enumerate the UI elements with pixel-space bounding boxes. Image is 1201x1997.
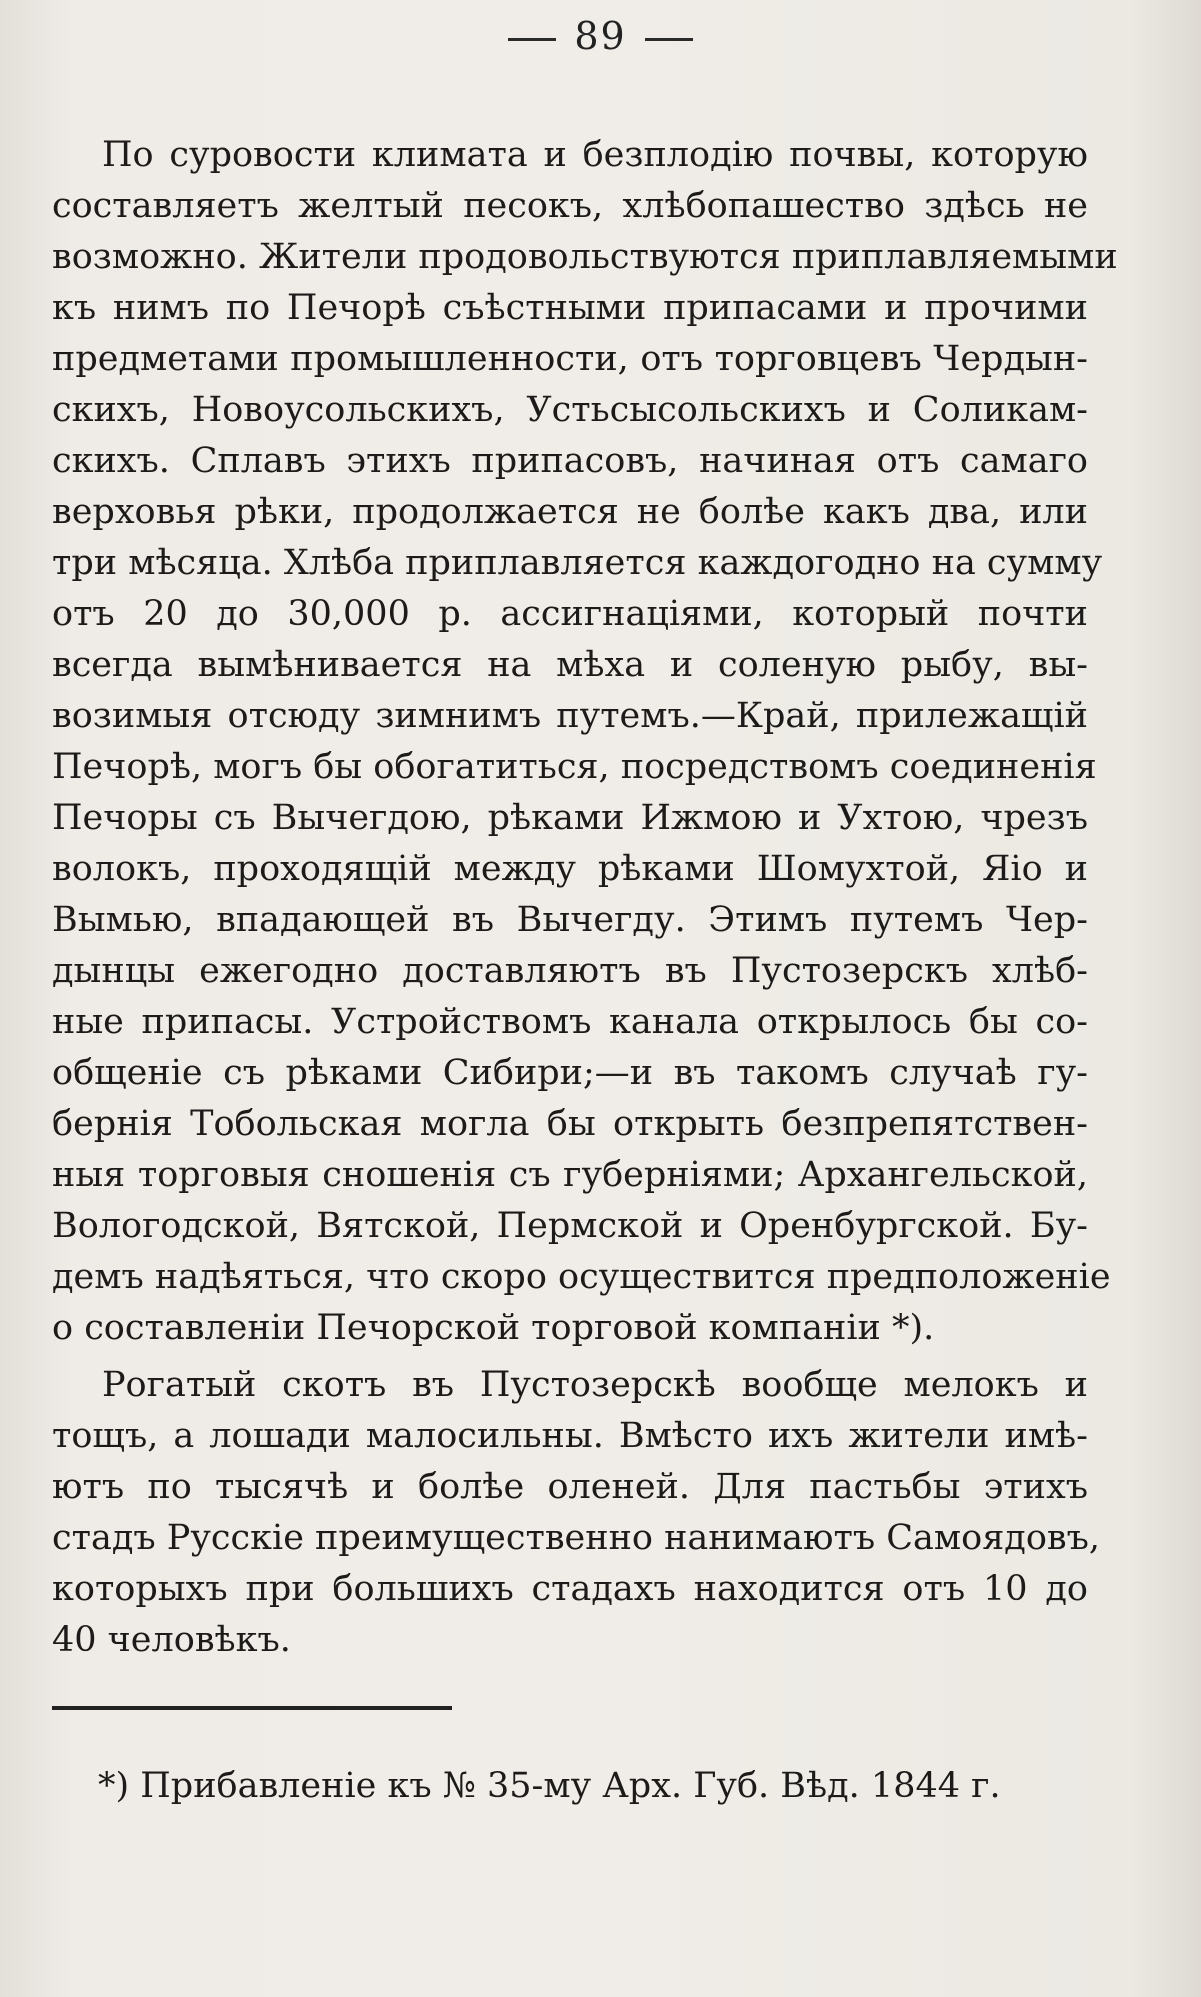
page-number-header [0,14,1201,58]
page-number: 89 [574,14,627,58]
text-line: По суровости климата и безплодію почвы, которую [102,135,1088,175]
text-line: стадъ Русскіе преимущественно нанимаютъ Самоядовъ, [52,1518,1101,1558]
paragraph-2 [52,1360,1101,1666]
text-line: Вологодской, Вятской, Пермской и Оренбургской. Бу- [52,1206,1088,1246]
text-line: къ нимъ по Печорѣ съѣстными припасами и прочими [52,288,1088,328]
text-line: ныя торговыя сношенія съ губерніями; Архангельской, [52,1155,1088,1195]
footnote: *) Прибавленіе къ № 35-му Арх. Губ. Вѣд. 1844 г. [98,1766,1001,1806]
text-line: возимыя отсюду зимнимъ путемъ.—Край, прилежащій [52,696,1088,736]
text-line: Печорѣ, могъ бы обогатиться, посредствомъ соединенія [52,747,1097,787]
right-dash [645,38,693,41]
text-line: три мѣсяца. Хлѣба приплавляется каждогодно на сумму [52,543,1103,583]
text-line: верховья рѣки, продолжается не болѣе какъ два, или [52,492,1088,532]
text-line: общеніе съ рѣками Сибири;—и въ такомъ случаѣ гу- [52,1053,1088,1093]
text-line: скихъ, Новоусольскихъ, Устьсысольскихъ и Соликам- [52,390,1088,430]
text-line: Вымью, впадающей въ Вычегду. Этимъ путемъ Чер- [52,900,1088,940]
text-line: ютъ по тысячѣ и болѣе оленей. Для пастьбы этихъ [52,1467,1088,1507]
text-line: предметами промышленности, отъ торговцевъ Чердын- [52,339,1088,379]
footnote-divider [52,1706,452,1710]
text-line: Печоры съ Вычегдою, рѣками Ижмою и Ухтою, чрезъ [52,798,1088,838]
text-line: возможно. Жители продовольствуются приплавляемыми [52,237,1118,277]
text-line: бернія Тобольская могла бы открыть безпрепятствен- [52,1104,1088,1144]
text-line: 40 человѣкъ. [52,1620,291,1660]
text-line: которыхъ при большихъ стадахъ находится отъ 10 до [52,1569,1088,1609]
text-line: составляетъ желтый песокъ, хлѣбопашество здѣсь не [52,186,1088,226]
text-line: Рогатый скотъ въ Пустозерскѣ вообще мелокъ и [102,1365,1088,1405]
text-line: всегда вымѣнивается на мѣха и соленую рыбу, вы- [52,645,1088,685]
paragraph-1 [52,130,1118,1354]
text-line: ные припасы. Устройствомъ канала открылось бы со- [52,1002,1088,1042]
text-line: о составленіи Печорской торговой компаніи *). [52,1308,935,1348]
text-line: волокъ, проходящій между рѣками Шомухтой, Яіо и [52,849,1088,889]
text-line: демъ надѣяться, что скоро осуществится предположеніе [52,1257,1111,1297]
text-line: отъ 20 до 30,000 р. ассигнаціями, который почти [52,594,1088,634]
text-line: дынцы ежегодно доставляютъ въ Пустозерскъ хлѣб- [52,951,1088,991]
text-line: скихъ. Сплавъ этихъ припасовъ, начиная отъ самаго [52,441,1088,481]
text-line: тощъ, а лошади малосильны. Вмѣсто ихъ жители имѣ- [52,1416,1088,1456]
left-dash [508,38,556,41]
